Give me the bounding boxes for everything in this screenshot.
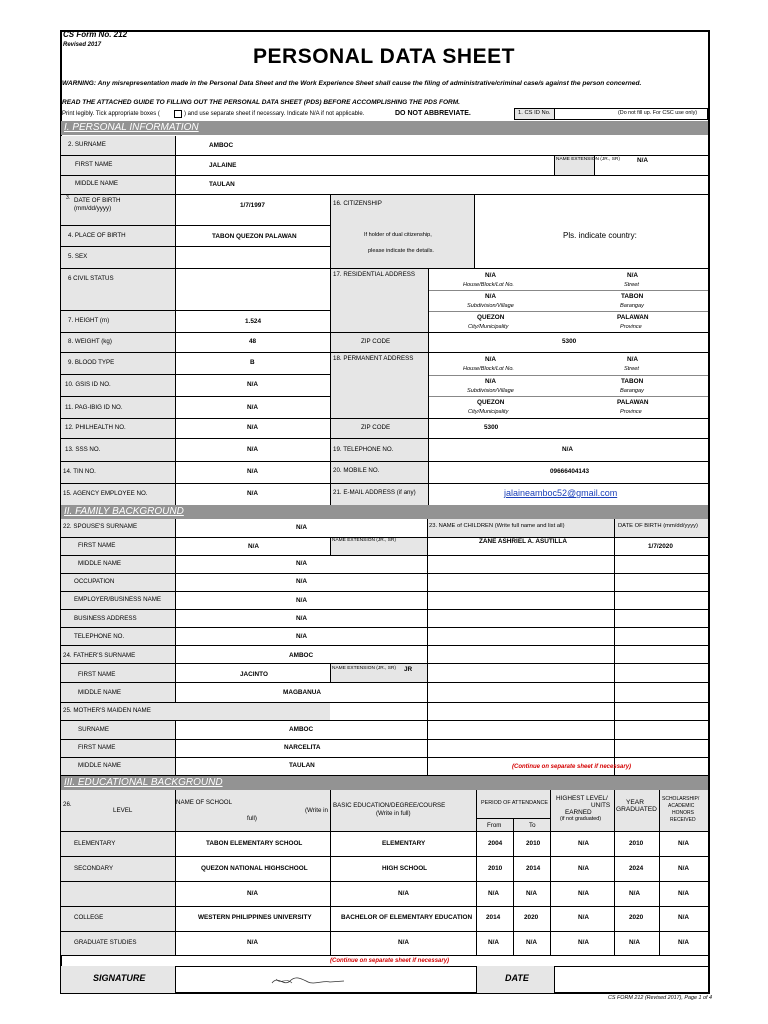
honors-header-4: RECEIVED [670,817,696,823]
row-school[interactable]: TABON ELEMENTARY SCHOOL [206,840,303,847]
perm-province-label: Province [620,409,642,415]
row-units[interactable]: N/A [578,914,590,921]
highest-level-header-4: (if not graduated) [560,816,602,822]
tin-label: 14. TIN NO. [63,468,96,475]
mother-middle-name-label: MIDDLE NAME [78,762,121,769]
height-value[interactable]: 1.524 [245,318,261,325]
first-name-value[interactable]: JALAINE [209,162,237,169]
row-year[interactable]: N/A [629,939,641,946]
signature-label: SIGNATURE [93,973,146,983]
row-to[interactable]: N/A [526,939,538,946]
blood-type-label: 9. BLOOD TYPE [68,359,115,366]
middle-name-value[interactable]: TAULAN [209,181,235,188]
house-label: House/Block/Lot No. [463,282,514,288]
middle-name-label: MIDDLE NAME [75,180,118,187]
mother-surname-label: SURNAME [78,726,109,733]
perm-street-label: Street [624,366,639,372]
res-house-value[interactable]: N/A [485,272,497,279]
row-units[interactable]: N/A [578,840,590,847]
date-label: DATE [505,973,529,983]
spouse-surname-label: 22. SPOUSE'S SURNAME [63,523,138,530]
surname-value[interactable]: AMBOC [209,142,234,149]
row-honors[interactable]: N/A [678,939,690,946]
mother-middle-name-value[interactable]: TAULAN [289,762,315,769]
section-title-family: II. FAMILY BACKGROUND [64,506,184,517]
mother-maiden-name-label: 25. MOTHER'S MAIDEN NAME [63,707,151,714]
pagibig-value[interactable]: N/A [247,404,259,411]
honors-header-1: SCHOLARSHIP/ [662,796,700,802]
row-from[interactable]: 2014 [486,914,501,921]
perm-zip-value[interactable]: 5300 [484,424,499,431]
row-level: SECONDARY [74,865,114,872]
gsis-label: 10. GSIS ID NO. [65,381,111,388]
to-header: To [529,822,536,829]
row-year[interactable]: N/A [629,890,641,897]
highest-level-header-3: EARNED [565,809,592,816]
family-continue-note: (Continue on separate sheet if necessary) [512,764,632,770]
res-province-value[interactable]: PALAWAN [617,314,649,321]
perm-city-value[interactable]: QUEZON [477,399,505,406]
civil-status-label: 6 CIVIL STATUS [68,275,114,282]
spouse-first-name-label: FIRST NAME [78,542,116,549]
row-honors[interactable]: N/A [678,865,690,872]
row-year[interactable]: 2024 [629,865,644,872]
child-1-dob[interactable]: 1/7/2020 [648,543,673,550]
cs-id-label: 1. CS ID No. [518,110,551,116]
perm-street-value[interactable]: N/A [627,356,639,363]
honors-header-3: HONORS [672,810,694,816]
name-extension-label: NAME EXTENSION (JR., SR) [556,157,620,162]
res-street-value[interactable]: N/A [627,272,639,279]
mobile-label: 20. MOBILE NO. [333,467,380,474]
perm-province-value[interactable]: PALAWAN [617,399,649,406]
street-label: Street [624,282,639,288]
mobile-value[interactable]: 09666404143 [550,468,590,475]
form-revised: Revised 2017 [63,42,102,48]
perm-barangay-label: Barangay [620,388,644,394]
res-city-value[interactable]: QUEZON [477,314,505,321]
spouse-surname-value[interactable]: N/A [296,524,308,531]
sex-label: 5. SEX [68,253,88,260]
mother-surname-value[interactable]: AMBOC [289,726,314,733]
perm-zip-label: ZIP CODE [361,424,391,431]
father-first-name-label: FIRST NAME [78,671,116,678]
philhealth-value[interactable]: N/A [247,424,259,431]
row-from[interactable]: N/A [488,890,500,897]
mother-first-name-value[interactable]: NARCELITA [284,744,321,751]
cs-id-note: (Do not fill up. For CSC use only) [618,110,698,116]
child-1-name[interactable]: ZANE ASHRIEL A. ASUTILLA [479,538,567,545]
highest-level-header-1: HIGHEST LEVEL/ [556,795,608,802]
children-label: 23. NAME of CHILDREN (Write full name and list all) [429,523,565,529]
father-name-ext-value[interactable]: JR [404,666,413,673]
business-address-value[interactable]: N/A [296,615,308,622]
honors-header-2: ACADEMIC [668,803,695,809]
tin-value[interactable]: N/A [247,468,259,475]
row-level: COLLEGE [74,914,104,921]
spouse-first-name-value[interactable]: N/A [248,543,260,550]
spouse-name-ext-label: NAME EXTENSION (JR., SR) [332,538,396,543]
first-name-label: FIRST NAME [75,161,113,168]
read-guide-text: READ THE ATTACHED GUIDE TO FILLING OUT THE PERSONAL DATA SHEET (PDS) BEFORE ACCOMPLISHING THE PDS FORM. [62,99,460,106]
place-of-birth-label: 4. PLACE OF BIRTH [68,232,126,239]
pagibig-label: 11. PAG-IBIG ID NO. [65,404,123,411]
row-units[interactable]: N/A [578,865,590,872]
page-title: PERSONAL DATA SHEET [253,45,515,68]
permanent-address-label: 18. PERMANENT ADDRESS [333,355,414,362]
res-subdivision-value[interactable]: N/A [485,293,497,300]
row-school[interactable]: N/A [247,890,259,897]
name-extension-value[interactable]: N/A [637,157,649,164]
occupation-value[interactable]: N/A [296,578,308,585]
email-label: 21. E-MAIL ADDRESS (if any) [333,489,416,496]
barangay-label: Barangay [620,303,644,309]
weight-label: 8. WEIGHT (kg) [68,338,112,345]
employer-label: EMPLOYER/BUSINESS NAME [74,596,161,603]
dual-citizenship-note-1: If holder of dual citizenship, [364,232,432,238]
sss-value[interactable]: N/A [247,446,259,453]
perm-house-label: House/Block/Lot No. [463,366,514,372]
perm-city-label: City/Municipality [468,409,509,415]
row-year[interactable]: 2020 [629,914,644,921]
year-graduated-header-2: GRADUATED [616,806,657,813]
section-title-education: III. EDUCATIONAL BACKGROUND [64,777,223,788]
course-write-in: (Write in full) [376,810,411,817]
perm-house-value[interactable]: N/A [485,356,497,363]
blood-type-value[interactable]: B [250,359,255,366]
res-zip-label: ZIP CODE [361,338,391,345]
height-label: 7. HEIGHT (m) [68,317,110,324]
business-address-label: BUSINESS ADDRESS [74,615,137,622]
education-continue-note: (Continue on separate sheet if necessary) [330,958,450,964]
warning-text: WARNING: Any misrepresentation made in the Personal Data Sheet and the Work Experience Sheet shall cause the filing of administrative/criminal case/s against the person concerned. [62,80,642,87]
row-units[interactable]: N/A [578,890,590,897]
row-year[interactable]: 2010 [629,840,644,847]
philhealth-label: 12. PHILHEALTH NO. [65,424,126,431]
course-header: BASIC EDUCATION/DEGREE/COURSE [333,802,446,809]
row-honors[interactable]: N/A [678,840,690,847]
do-not-abbreviate: DO NOT ABBREVIATE. [395,110,471,117]
dob-label: DATE OF BIRTH [74,197,121,204]
father-first-name-value[interactable]: JACINTO [240,671,268,678]
weight-value[interactable]: 48 [249,338,257,345]
year-graduated-header-1: YEAR [626,799,644,806]
section-title-personal: I. PERSONAL INFORMATION [64,122,199,133]
res-zip-value[interactable]: 5300 [562,338,577,345]
father-name-ext-label: NAME EXTENSION (JR., SR) [332,666,396,671]
dual-citizenship-note-2: please indicate the details. [368,248,434,254]
province-label: Province [620,324,642,330]
spouse-middle-name-value[interactable]: N/A [296,560,308,567]
education-number: 26. [63,801,72,808]
row-level: ELEMENTARY [74,840,116,847]
subdivision-label: Subdivision/Village [467,303,514,309]
father-surname-value[interactable]: AMBOC [289,652,314,659]
row-school[interactable]: N/A [247,939,259,946]
row-units[interactable]: N/A [578,939,590,946]
agency-employee-label: 15. AGENCY EMPLOYEE NO. [63,490,148,497]
gsis-value[interactable]: N/A [247,381,259,388]
row-to[interactable]: 2020 [524,914,539,921]
sss-label: 13. SSS NO. [65,446,101,453]
school-full: full) [247,815,257,822]
row-course[interactable]: N/A [398,939,410,946]
telephone-value[interactable]: N/A [562,446,574,453]
perm-subdivision-label: Subdivision/Village [467,388,514,394]
occupation-label: OCCUPATION [74,578,115,585]
page-number-note: CS FORM 212 (Revised 2017), Page 1 of 4 [608,995,712,1001]
row-from[interactable]: 2010 [488,865,503,872]
mother-first-name-label: FIRST NAME [78,744,116,751]
row-to[interactable]: 2010 [526,840,541,847]
city-label: City/Municipality [468,324,509,330]
form-number: CS Form No. 212 [63,30,128,39]
place-of-birth-value[interactable]: TABON QUEZON PALAWAN [212,233,297,240]
row-honors[interactable]: N/A [678,890,690,897]
row-to[interactable]: 2014 [526,865,541,872]
children-dob-label: DATE OF BIRTH (mm/dd/yyyy) [618,523,698,529]
print-instructions-b: ) and use separate sheet if necessary. Indicate N/A if not applicable. [184,111,365,117]
res-barangay-value[interactable]: TABON [621,293,644,300]
residential-address-label: 17. RESIDENTIAL ADDRESS [333,271,415,278]
father-surname-label: 24. FATHER'S SURNAME [63,652,136,659]
signature-mark [268,973,348,989]
row-from[interactable]: 2004 [488,840,503,847]
employer-value[interactable]: N/A [296,597,308,604]
row-course[interactable]: BACHELOR OF ELEMENTARY EDUCATION [341,914,473,921]
row-to[interactable]: N/A [526,890,538,897]
father-middle-name-label: MIDDLE NAME [78,689,121,696]
telephone-label: 19. TELEPHONE NO. [333,446,394,453]
school-header: NAME OF SCHOOL [176,799,233,806]
dob-format-label: (mm/dd/yyyy) [74,205,112,212]
period-header: PERIOD OF ATTENDANCE [481,800,548,806]
surname-label: 2. SURNAME [68,141,106,148]
dob-label-num: 3. [66,195,71,201]
from-header: From [487,822,502,829]
row-school[interactable]: QUEZON NATIONAL HIGHSCHOOL [201,865,308,872]
row-course[interactable]: ELEMENTARY [382,840,426,847]
spouse-telephone-label: TELEPHONE NO. [74,633,125,640]
row-course[interactable]: HIGH SCHOOL [382,865,428,872]
row-honors[interactable]: N/A [678,914,690,921]
indicate-country-label: Pls. indicate country: [563,231,637,240]
row-from[interactable]: N/A [488,939,500,946]
row-course[interactable]: N/A [398,890,410,897]
perm-barangay-value[interactable]: TABON [621,378,644,385]
school-write-in: (Write in [305,807,328,814]
level-header: LEVEL [113,807,133,814]
highest-level-header-2: UNITS [591,802,611,809]
dob-value[interactable]: 1/7/1997 [240,202,265,209]
spouse-middle-name-label: MIDDLE NAME [78,560,121,567]
agency-employee-value[interactable]: N/A [247,490,259,497]
row-school[interactable]: WESTERN PHILIPPINES UNIVERSITY [198,914,312,921]
print-instructions-a: Print legibly. Tick appropriate boxes ( [62,111,160,117]
perm-subdivision-value[interactable]: N/A [485,378,497,385]
email-link[interactable]: jalaineamboc52@gmail.com [504,488,618,498]
row-level: GRADUATE STUDIES [74,939,137,946]
spouse-telephone-value[interactable]: N/A [296,633,308,640]
citizenship-label: 16. CITIZENSHIP [333,200,382,207]
father-middle-name-value[interactable]: MAGBANUA [283,689,321,696]
